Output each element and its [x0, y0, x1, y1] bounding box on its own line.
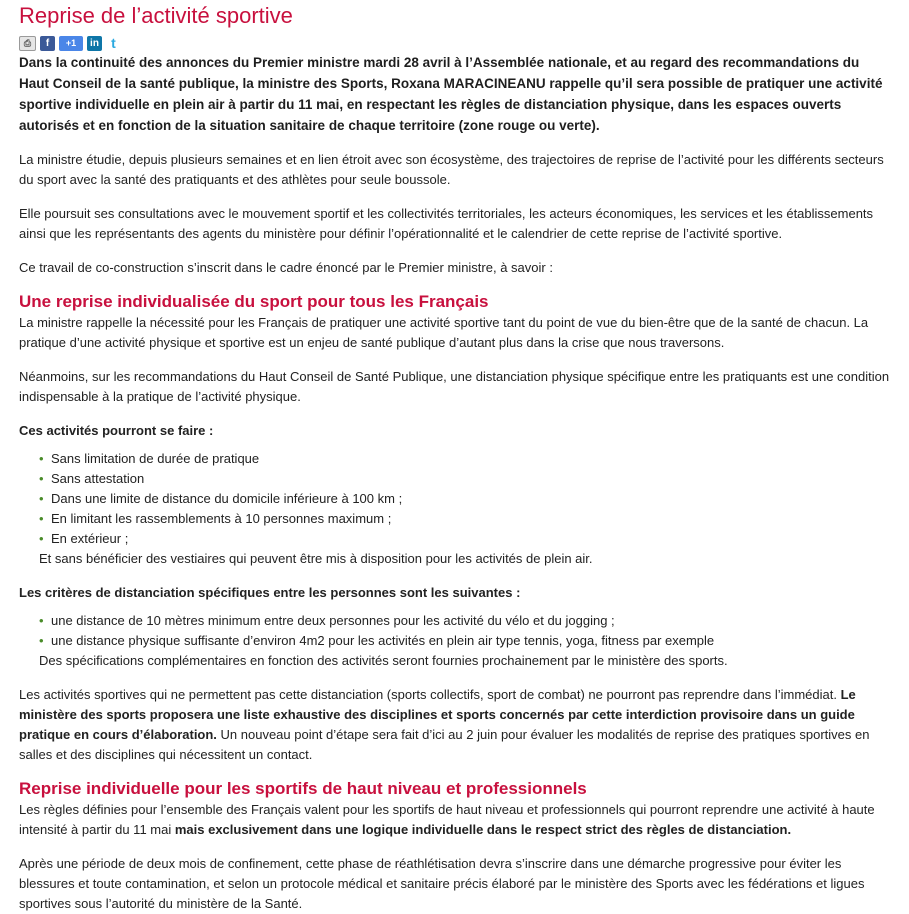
list1-note: Et sans bénéficier des vestiaires qui peuvent être mis à disposition pour les activités de plein air.	[39, 551, 593, 566]
distancing-list	[19, 611, 891, 651]
section-heading-2: Reprise individuelle pour les sportifs de haut niveau et professionnels	[19, 779, 587, 798]
list2-note: Des spécifications complémentaires en fonction des activités seront fournies prochainement par le ministère des sports.	[39, 653, 728, 668]
twitter-icon[interactable]: t	[106, 36, 121, 51]
list-item: • Dans une limite de distance du domicile inférieure à 100 km ;	[39, 489, 891, 509]
linkedin-icon[interactable]: in	[87, 36, 102, 51]
page-title: Reprise de l’activité sportive	[19, 3, 293, 28]
bullet-icon: •	[39, 531, 44, 546]
lead-paragraph: Dans la continuité des annonces du Premier ministre mardi 28 avril à l’Assemblée nationale, et au regard des recommandations du Haut Conseil de la santé publique, la ministre des Sports, Roxana MARACINEANU rappelle qu’il sera possible de pratiquer une activité sportive individuelle en plein air à partir du 11 mai, en respectant les règles de distanciation physique, dans les espaces ouverts autorisés et en fonction de la situation sanitaire de chaque territoire (zone rouge ou verte).	[19, 55, 883, 133]
section1-paragraph-3: Les activités sportives qui ne permettent pas cette distanciation (sports collectifs, sport de combat) ne pourront pas reprendre dans l’immédiat. Le ministère des sports proposera une liste exhaustive des disciplines et sports concernés par cette interdiction provisoire dans un guide pratique en cours d’élaboration. Un nouveau point d’étape sera fait d’ici au 2 juin pour évaluer les modalités de reprise des pratiques sportives en salles et des disciplines qui nécessitent un contact.	[19, 687, 870, 762]
list-item: • Sans attestation	[39, 469, 891, 489]
list-item: • Sans limitation de durée de pratique	[39, 449, 891, 469]
bullet-icon: •	[39, 451, 44, 466]
section1-paragraph-1: La ministre rappelle la nécessité pour les Français de pratiquer une activité sportive tant du point de vue du bien-être que de la santé de chacun. La pratique d’une activité physique et sportive est un enjeu de santé publique d’autant plus dans la crise que nous traversons.	[19, 315, 869, 350]
share-toolbar	[19, 34, 891, 52]
list2-label: Les critères de distanciation spécifiques entre les personnes sont les suivantes :	[19, 585, 521, 600]
list-item: • En extérieur ;	[39, 529, 891, 549]
section1-paragraph-2: Néanmoins, sur les recommandations du Haut Conseil de Santé Publique, une distanciation physique spécifique entre les pratiquants est une condition indispensable à la pratique de l’activité physique.	[19, 369, 890, 404]
bullet-icon: •	[39, 491, 44, 506]
bullet-icon: •	[39, 613, 44, 628]
section2-paragraph-2: Après une période de deux mois de confinement, cette phase de réathlétisation devra s’inscrire dans une démarche progressive pour éviter les blessures et toute contamination, et selon un protocole médical et sanitaire précis élaboré par le ministère des Sports avec les fédérations et ligues sportives sous l’autorité du ministère de la Santé.	[19, 856, 865, 911]
bullet-icon: •	[39, 471, 44, 486]
list-item: • En limitant les rassemblements à 10 personnes maximum ;	[39, 509, 891, 529]
intro-paragraph-2: Elle poursuit ses consultations avec le mouvement sportif et les collectivités territoriales, les acteurs économiques, les services et les établissements ainsi que les représentants des agents du ministère pour définir l’opérationnalité et le calendrier de cette reprise de l’activité sportive.	[19, 206, 874, 241]
google-plus-icon[interactable]: +1	[59, 36, 83, 51]
printer-icon[interactable]: ⎙	[19, 36, 36, 51]
bullet-icon: •	[39, 511, 44, 526]
intro-paragraph-3: Ce travail de co-construction s’inscrit dans le cadre énoncé par le Premier ministre, à savoir :	[19, 260, 553, 275]
section-heading-1: Une reprise individualisée du sport pour tous les Français	[19, 292, 489, 311]
list1-label: Ces activités pourront se faire :	[19, 423, 214, 438]
facebook-icon[interactable]: f	[40, 36, 55, 51]
section2-paragraph-1: Les règles définies pour l’ensemble des Français valent pour les sportifs de haut niveau et professionnels qui pourront reprendre une activité à haute intensité à partir du 11 mai mais exclusivement dans une logique individuelle dans le respect strict des règles de distanciation.	[19, 802, 875, 837]
bullet-icon: •	[39, 633, 44, 648]
list-item: • une distance physique suffisante d’environ 4m2 pour les activités en plein air type tennis, yoga, fitness par exemple	[39, 631, 891, 651]
intro-paragraph-1: La ministre étudie, depuis plusieurs semaines et en lien étroit avec son écosystème, des trajectoires de reprise de l’activité pour les différents secteurs du sport avec la santé des pratiquants et des athlètes pour seule boussole.	[19, 152, 884, 187]
activities-list	[19, 449, 891, 549]
list-item: • une distance de 10 mètres minimum entre deux personnes pour les activité du vélo et du jogging ;	[39, 611, 891, 631]
